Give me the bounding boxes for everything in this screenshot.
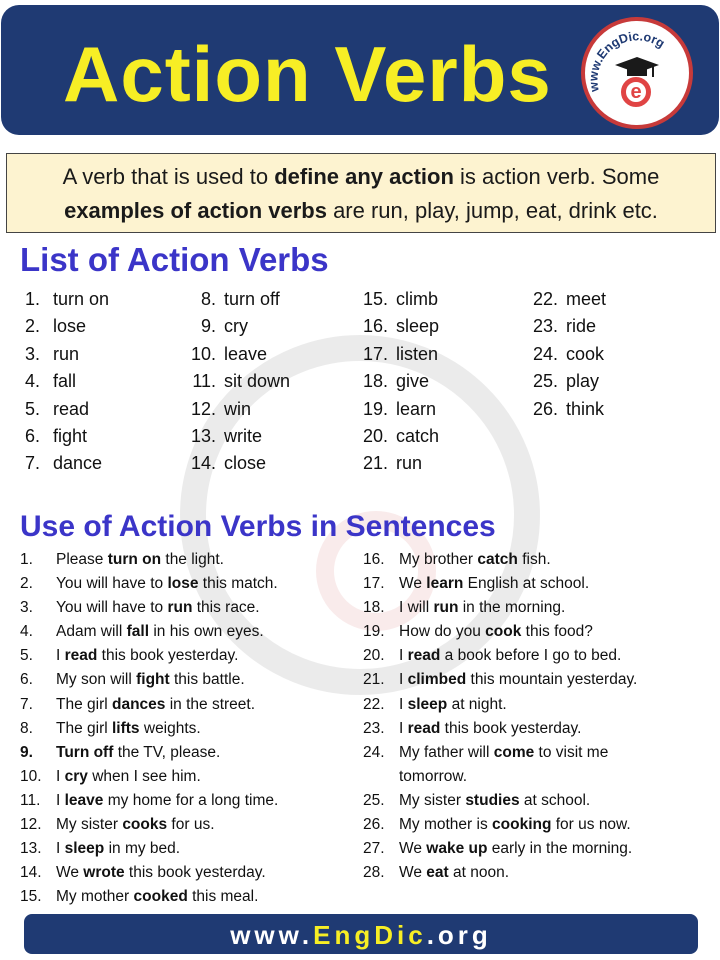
- footer-prefix: www.: [230, 920, 314, 950]
- sentence-text: How do you: [399, 623, 486, 641]
- verb-list-item: [186, 450, 290, 477]
- sentence-text: in the street.: [165, 695, 256, 713]
- graduation-cap-icon: [615, 57, 659, 79]
- verb-word: fight: [53, 425, 88, 446]
- verb-list-item: [18, 396, 109, 423]
- verb-list-item: [18, 423, 109, 450]
- verb-number: 7.: [24, 453, 40, 474]
- sentence-item: [18, 717, 278, 741]
- sentence-number: 17.: [363, 575, 385, 593]
- sentence-text: I: [56, 647, 65, 665]
- sentence-item: [361, 741, 637, 765]
- verb-list-item: [528, 368, 606, 395]
- verb-word: win: [224, 398, 252, 419]
- verb-number: 26.: [532, 398, 558, 419]
- sentence-verb: lifts: [112, 719, 140, 737]
- sentence-number: 15.: [20, 888, 42, 906]
- sentence-text: You will have to: [56, 575, 168, 593]
- verb-number: 5.: [24, 398, 40, 419]
- sentence-text: We: [399, 840, 427, 858]
- sentences-heading: Use of Action Verbs in Sentences: [20, 510, 496, 543]
- sentence-column-2: [361, 548, 637, 885]
- verb-number: 6.: [24, 425, 40, 446]
- sentence-text: at noon.: [448, 864, 510, 882]
- verb-word: turn on: [53, 289, 110, 309]
- verb-word: lose: [53, 316, 87, 337]
- sentence-continuation: tomorrow.: [399, 767, 468, 785]
- sentence-text: My son will: [56, 671, 137, 689]
- sentence-item: [361, 596, 637, 620]
- verb-word: run: [53, 343, 80, 364]
- sentence-number: 4.: [20, 623, 33, 641]
- verb-number: 15.: [362, 289, 388, 309]
- footer-url[interactable]: [230, 920, 492, 950]
- sentence-item: [361, 837, 637, 861]
- sentence-item: [361, 717, 637, 741]
- sentence-text: my home for a long time.: [103, 791, 279, 809]
- verb-number: 23.: [532, 316, 558, 337]
- sentence-item: [18, 741, 278, 765]
- verb-number: 18.: [362, 371, 388, 392]
- sentence-number: 2.: [20, 575, 33, 593]
- verb-list-item: [18, 368, 109, 395]
- sentence-item: [18, 693, 278, 717]
- verb-word: sit down: [224, 371, 291, 392]
- sentence-item: [18, 548, 278, 572]
- verb-list-item: [186, 396, 290, 423]
- sentence-text: at night.: [447, 695, 507, 713]
- sentence-verb: cooks: [122, 816, 168, 834]
- sentence-text: Adam will: [56, 623, 127, 641]
- sentence-number: 11.: [20, 791, 41, 809]
- verb-list-item: [528, 286, 606, 313]
- footer-banner: [24, 914, 698, 954]
- engdic-logo: [581, 17, 693, 129]
- sentence-number: 10.: [20, 767, 42, 785]
- sentence-text: the TV, please.: [113, 743, 221, 761]
- sentence-item: [361, 620, 637, 644]
- sentence-text: a book before I go to bed.: [440, 647, 622, 665]
- sentence-text: for us now.: [551, 816, 631, 834]
- verb-list-item: [186, 313, 290, 340]
- verb-word: learn: [396, 398, 437, 419]
- verb-column-1: [18, 286, 109, 478]
- sentence-verb: catch: [477, 551, 518, 568]
- sentence-text: for us.: [167, 816, 215, 834]
- sentence-text: I: [56, 767, 65, 785]
- sentence-item: [361, 668, 637, 692]
- sentence-item: [18, 644, 278, 668]
- sentence-number: 5.: [20, 647, 33, 665]
- verb-number: 2.: [24, 316, 40, 337]
- sentence-text: I will: [399, 599, 434, 617]
- sentence-text: early in the morning.: [487, 840, 633, 858]
- intro-bold: define any action: [274, 164, 454, 189]
- verb-list-item: [186, 341, 290, 368]
- verb-word: give: [396, 371, 430, 392]
- verb-word: ride: [566, 316, 597, 337]
- list-heading: List of Action Verbs: [20, 241, 329, 278]
- sentence-item: [18, 861, 278, 885]
- verb-column-2: [186, 286, 290, 478]
- sentence-number: 26.: [363, 816, 385, 834]
- verb-list-item: [18, 450, 109, 477]
- sentence-verb: cook: [485, 623, 522, 641]
- sentence-verb: cry: [64, 767, 88, 785]
- sentence-item: [361, 644, 637, 668]
- verb-list-item: [186, 423, 290, 450]
- sentence-verb: sleep: [64, 840, 105, 858]
- sentence-number: 16.: [363, 551, 385, 568]
- verb-word: read: [53, 398, 90, 419]
- verb-word: run: [396, 453, 423, 474]
- verb-number: 3.: [24, 343, 40, 364]
- sentence-verb: read: [407, 719, 441, 737]
- verb-word: catch: [396, 425, 440, 446]
- sentence-item: [18, 813, 278, 837]
- sentence-number: 14.: [20, 864, 42, 882]
- sentence-text: We: [56, 864, 84, 882]
- sentence-text: I: [56, 791, 65, 809]
- verb-list-item: [528, 341, 606, 368]
- verb-number: 25.: [532, 371, 558, 392]
- sentence-verb: fall: [126, 623, 150, 641]
- verb-number: 14.: [190, 453, 216, 474]
- verb-word: cook: [566, 343, 605, 364]
- sentence-text: to visit me: [534, 743, 609, 761]
- sentence-text: this book yesterday.: [124, 864, 266, 882]
- verb-number: 13.: [190, 425, 216, 446]
- sentence-number: 13.: [20, 840, 42, 858]
- verb-number: 12.: [190, 398, 216, 419]
- verb-list-item: [358, 450, 439, 477]
- sentence-verb: come: [493, 743, 535, 761]
- sentence-text: weights.: [139, 719, 201, 737]
- verb-number: 17.: [362, 343, 388, 364]
- verb-list-item: [358, 396, 439, 423]
- verb-word: climb: [396, 289, 439, 309]
- sentence-item: [18, 789, 278, 813]
- verb-word: close: [224, 453, 267, 474]
- sentence-verb: fight: [136, 671, 170, 689]
- verb-list-item: [528, 313, 606, 340]
- verb-list-item: [358, 423, 439, 450]
- sentence-item: [361, 813, 637, 837]
- sentence-text: fish.: [517, 551, 551, 568]
- sentence-verb: cooked: [133, 888, 188, 906]
- sentence-text: when I see him.: [87, 767, 201, 785]
- verb-list-item: [18, 313, 109, 340]
- sentence-number: 9.: [20, 743, 33, 761]
- sentence-number: 12.: [20, 816, 42, 834]
- sentence-number: 1.: [20, 551, 33, 568]
- sentence-verb: wake up: [426, 840, 488, 858]
- sentence-text: this food?: [521, 623, 593, 641]
- sentence-text: the light.: [161, 551, 224, 568]
- footer-brand: EngDic: [313, 920, 427, 950]
- sentence-text: this match.: [198, 575, 278, 593]
- sentence-text: I: [56, 840, 65, 858]
- sentence-text: this meal.: [187, 888, 259, 906]
- verb-word: leave: [224, 343, 268, 364]
- sentence-text: in the morning.: [458, 599, 566, 617]
- sentence-text: My sister: [399, 791, 466, 809]
- sentence-verb: run: [167, 599, 193, 617]
- sentence-text: this race.: [192, 599, 260, 617]
- sentence-verb: studies: [465, 791, 520, 809]
- sentence-verb: learn: [426, 575, 464, 593]
- verb-number: 11.: [192, 371, 216, 392]
- logo-e-icon: e: [621, 77, 651, 107]
- header-banner: [1, 5, 719, 135]
- verb-list-item: [528, 396, 606, 423]
- sentence-item: [361, 572, 637, 596]
- verb-list-item: [358, 368, 439, 395]
- sentence-verb: cooking: [492, 816, 552, 834]
- sentence-number: 3.: [20, 599, 33, 617]
- sentence-item: [361, 548, 637, 572]
- definition-box: [6, 153, 716, 233]
- sentence-item: [18, 572, 278, 596]
- sentence-number: 21.: [363, 671, 385, 689]
- verb-word: sleep: [396, 316, 440, 337]
- verb-number: 8.: [200, 289, 216, 309]
- sentence-text: My brother: [399, 551, 478, 568]
- verb-number: 21.: [362, 453, 388, 474]
- sentence-item: [18, 885, 278, 909]
- verb-number: 4.: [24, 371, 40, 392]
- sentence-number: 28.: [363, 864, 385, 882]
- sentence-verb: sleep: [407, 695, 448, 713]
- verb-number: 24.: [532, 343, 558, 364]
- verb-word: meet: [566, 289, 607, 309]
- sentence-item: [18, 596, 278, 620]
- verb-word: fall: [53, 371, 77, 392]
- svg-text:www.EngDic.org: www.EngDic.org: [586, 29, 668, 93]
- sentence-number: 6.: [20, 671, 33, 689]
- intro-bold: examples of action verbs: [64, 198, 327, 223]
- sentence-verb: leave: [64, 791, 104, 809]
- intro-text: A verb that is used to: [62, 164, 275, 189]
- verb-list-item: [358, 286, 439, 313]
- verb-word: turn off: [224, 289, 280, 309]
- verb-word: listen: [396, 343, 439, 364]
- sentence-number: 24.: [363, 743, 385, 761]
- sentence-text: My mother: [56, 888, 134, 906]
- sentence-item: [361, 861, 637, 885]
- verb-list-item: [18, 286, 109, 313]
- verb-column-3: [358, 286, 439, 478]
- sentence-text: My mother is: [399, 816, 493, 834]
- sentence-text: this battle.: [169, 671, 245, 689]
- sentence-text: English at school.: [463, 575, 590, 593]
- sentence-text: in my bed.: [104, 840, 181, 858]
- sentence-text: at school.: [519, 791, 591, 809]
- sentence-item: [18, 837, 278, 861]
- verb-word: cry: [224, 316, 248, 337]
- verb-word: write: [224, 425, 263, 446]
- sentence-text: We: [399, 864, 427, 882]
- sentence-number: 22.: [363, 695, 385, 713]
- sentence-verb: read: [407, 647, 441, 665]
- verb-number: 20.: [362, 425, 388, 446]
- sentence-verb: lose: [167, 575, 199, 593]
- verb-word: dance: [53, 453, 103, 474]
- sentence-item: [361, 693, 637, 717]
- sentence-text: this book yesterday.: [440, 719, 582, 737]
- sentence-text: this mountain yesterday.: [466, 671, 638, 689]
- sentence-text: this book yesterday.: [97, 647, 239, 665]
- sentence-verb: run: [433, 599, 459, 617]
- verb-list-item: [358, 313, 439, 340]
- verb-number: 22.: [532, 289, 558, 309]
- verb-list-item: [18, 341, 109, 368]
- sentence-text: My sister: [56, 816, 123, 834]
- sentence-verb: turn on: [107, 551, 162, 568]
- sentence-number: 27.: [363, 840, 385, 858]
- sentence-verb: dances: [112, 695, 166, 713]
- sentence-number: 20.: [363, 647, 385, 665]
- sentence-text: You will have to: [56, 599, 168, 617]
- verb-number: 1.: [24, 289, 40, 309]
- verb-word: think: [566, 398, 605, 419]
- sentence-verb: Turn off: [56, 743, 114, 761]
- sentence-text: I: [399, 647, 408, 665]
- intro-text: are run, play, jump, eat, drink etc.: [326, 198, 658, 223]
- verb-word: play: [566, 371, 600, 392]
- sentence-verb: climbed: [407, 671, 467, 689]
- verb-number: 9.: [200, 316, 216, 337]
- sentence-number: 19.: [363, 623, 385, 641]
- sentence-item: [18, 668, 278, 692]
- sentence-number: 25.: [363, 791, 385, 809]
- sentence-text: I: [399, 671, 408, 689]
- sentence-text: My father will: [399, 743, 494, 761]
- page-title: Action Verbs: [63, 30, 552, 118]
- sentence-text: in his own eyes.: [149, 623, 264, 641]
- sentence-text: Please: [56, 551, 108, 568]
- verb-list-item: [186, 286, 290, 313]
- sentence-number: 18.: [363, 599, 385, 617]
- sentence-verb: eat: [426, 864, 449, 882]
- sentence-item: [18, 620, 278, 644]
- footer-suffix: .org: [426, 920, 492, 950]
- verb-number: 10.: [190, 343, 216, 364]
- verb-list-item: [358, 341, 439, 368]
- sentence-text: The girl: [56, 695, 112, 713]
- sentence-text: I: [399, 719, 408, 737]
- sentence-text: The girl: [56, 719, 112, 737]
- sentence-text: I: [399, 695, 408, 713]
- sentence-item: [361, 789, 637, 813]
- sentence-item: [18, 765, 278, 789]
- sentence-number: 23.: [363, 719, 385, 737]
- sentence-verb: read: [64, 647, 98, 665]
- verb-number: 19.: [362, 398, 388, 419]
- sentence-text: We: [399, 575, 427, 593]
- sentence-column-1: [18, 548, 278, 909]
- sentence-verb: wrote: [83, 864, 125, 882]
- sentence-number: 7.: [20, 695, 33, 713]
- verb-column-4: [528, 286, 606, 423]
- verb-number: 16.: [362, 316, 388, 337]
- intro-text: is action verb. Some: [453, 164, 660, 189]
- sentence-number: 8.: [20, 719, 33, 737]
- verb-list-item: [186, 368, 290, 395]
